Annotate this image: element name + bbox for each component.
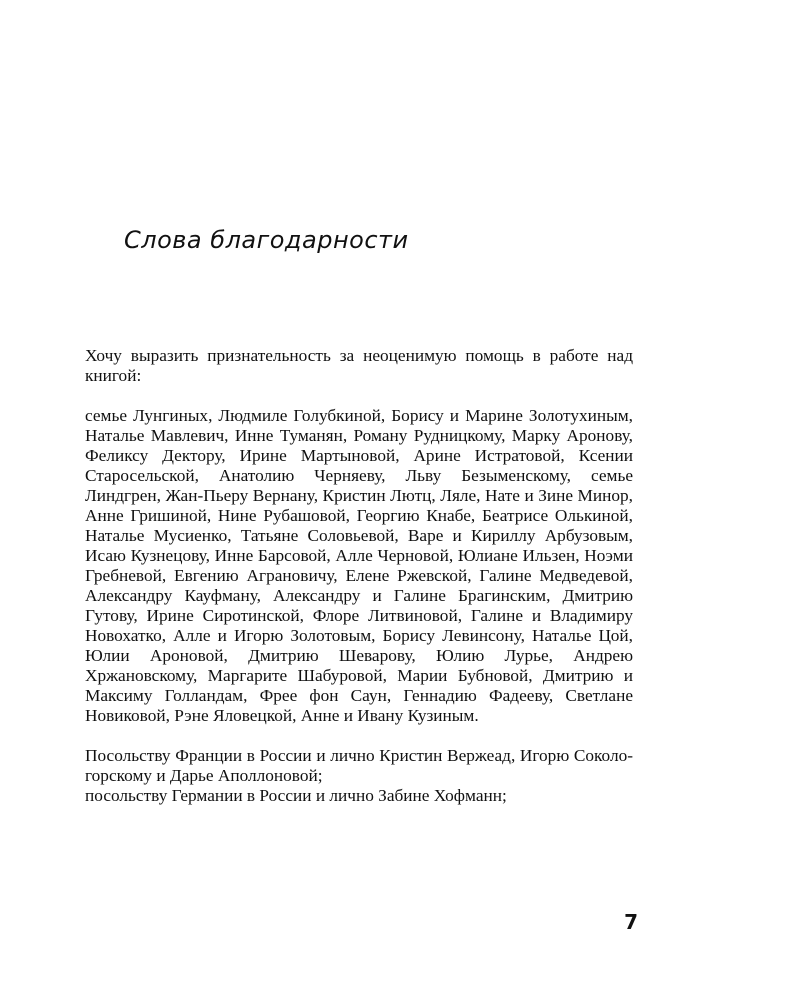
page-heading: Слова благодарности — [124, 226, 409, 254]
intro-paragraph: Хочу выразить признательность за неоценимую помощь в работе над книгой: — [85, 346, 633, 385]
page-number: 7 — [624, 910, 638, 934]
embassy-france-paragraph: Посольству Франции в России и лично Кристин Вержеад, Игорю Сокологорскому и Дарье Аполлоновой; — [85, 746, 633, 785]
acknowledgements-body — [85, 346, 633, 806]
names-paragraph: семье Лунгиных, Людмиле Голубкиной, Борису и Марине Золотухиным, Наталье Мавлевич, Инне Туманян, Роману Рудницкому, Марку Аронову, Феликсу Дектору, Ирине Мартыновой, Арине Истратовой, Ксении Старосельской, Анатолию Черняеву, Льву Безыменскому, семье Линдгрен, Жан-Пьеру Вернану, Кристин Лютц, Ляле, Нате и Зине Минор, Анне Гришиной, Нине Рубашовой, Георгию Кнабе, Беатрисе Олькиной, Наталье Мусиенко, Татьяне Соловьевой, Варе и Кириллу Арбузовым, Исаю Кузнецову, Инне Барсовой, Алле Черновой, Юлиане Ильзен, Ноэми Гребневой, Евгению Аграновичу, Елене Ржевской, Галине Медведевой, Александру Кауфману, Александру и Галине Брагинским, Дмитрию Гутову, Ирине Сиротинской, Флоре Литвиновой, Галине и Владимиру Новохатко, Алле и Игорю Золотовым, Борису Левинсону, Наталье Цой, Юлии Ароновой, Дмитрию Шеварову, Юлию Лурье, Андрею Хржановскому, Маргарите Шабуровой, Марии Бубновой, Дмитрию и Максиму Голландам, Фрее фон Саун, Геннадию Фадееву, Светлане Новиковой, Рэне Яловецкой, Анне и Ивану Кузиным. — [85, 406, 633, 725]
embassy-germany-paragraph: посольству Германии в России и лично Забине Хофманн; — [85, 786, 507, 805]
